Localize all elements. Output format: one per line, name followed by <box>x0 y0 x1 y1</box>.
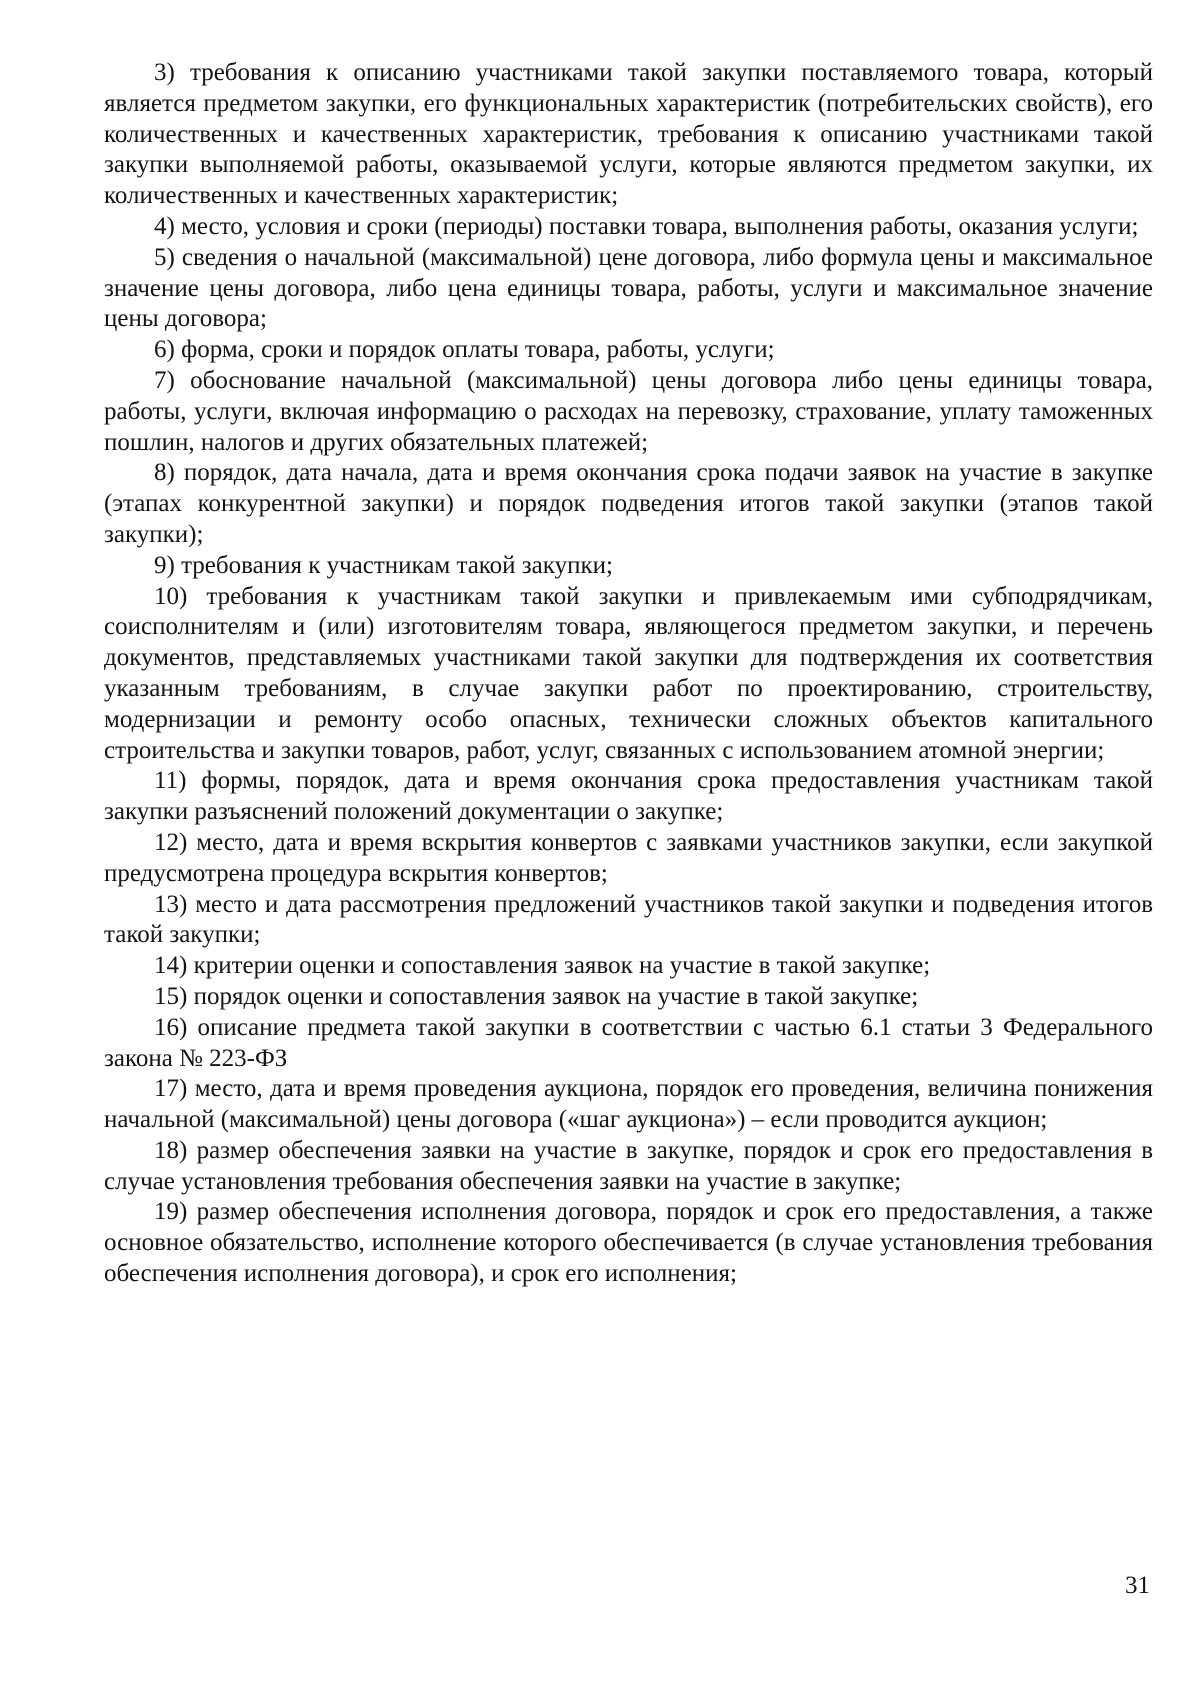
list-item-9: 9) требования к участникам такой закупки; <box>154 551 613 579</box>
list-item-15: 15) порядок оценки и сопоставления заявок на участие в такой закупке; <box>154 982 919 1010</box>
list-item-19: 19) размер обеспечения исполнения договора, порядок и срок его предоставления, а также основное обязательство, исполнение которого обеспечивается (в случае установления требования обеспечения исполнения договора), и срок его исполнения; <box>104 1198 1153 1288</box>
list-item-3: 3) требования к описанию участниками такой закупки поставляемого товара, который является предметом закупки, его функциональных характеристик (потребительских свойств), его количественных и качественных характеристик, требования к описанию участниками такой закупки выполняемой работы, оказываемой услуги, которые являются предметом закупки, их количественных и качественных характеристик; <box>104 59 1153 210</box>
list-item-5: 5) сведения о начальной (максимальной) цене договора, либо формула цены и максимальное значение цены договора, либо цена единицы товара, работы, услуги и максимальное значение цены договора; <box>104 243 1153 333</box>
page-number: 31 <box>1125 1572 1150 1599</box>
list-item-16: 16) описание предмета такой закупки в соответствии с частью 6.1 статьи 3 Федерального закона № 223-ФЗ <box>104 1013 1153 1072</box>
list-item-6: 6) форма, сроки и порядок оплаты товара, работы, услуги; <box>154 336 775 364</box>
list-item-14: 14) критерии оценки и сопоставления заявок на участие в такой закупке; <box>154 952 931 980</box>
document-body <box>104 58 1153 1290</box>
list-item-10: 10) требования к участникам такой закупки и привлекаемым ими субподрядчикам, соисполнителям и (или) изготовителям товара, являющегося предметом закупки, и перечень документов, представляемых участниками такой закупки для подтверждения их соответствия указанным требованиям, в случае закупки работ по проектированию, строительству, модернизации и ремонту особо опасных, технически сложных объектов капитального строительства и закупки товаров, работ, услуг, связанных с использованием атомной энергии; <box>104 582 1153 764</box>
list-item-7: 7) обоснование начальной (максимальной) цены договора либо цены единицы товара, работы, услуги, включая информацию о расходах на перевозку, страхование, уплату таможенных пошлин, налогов и других обязательных платежей; <box>104 366 1153 456</box>
list-item-17: 17) место, дата и время проведения аукциона, порядок его проведения, величина понижения начальной (максимальной) цены договора («шаг аукциона») – если проводится аукцион; <box>104 1075 1153 1134</box>
list-item-4: 4) место, условия и сроки (периоды) поставки товара, выполнения работы, оказания услуги; <box>154 212 1139 240</box>
list-item-18: 18) размер обеспечения заявки на участие в закупке, порядок и срок его предоставления в случае установления требования обеспечения заявки на участие в закупке; <box>104 1136 1153 1195</box>
list-item-13: 13) место и дата рассмотрения предложений участников такой закупки и подведения итогов такой закупки; <box>104 890 1153 949</box>
list-item-8: 8) порядок, дата начала, дата и время окончания срока подачи заявок на участие в закупке (этапах конкурентной закупки) и порядок подведения итогов такой закупки (этапов такой закупки); <box>104 459 1153 548</box>
list-item-12: 12) место, дата и время вскрытия конвертов с заявками участников закупки, если закупкой предусмотрена процедура вскрытия конвертов; <box>104 828 1153 887</box>
list-item-11: 11) формы, порядок, дата и время окончания срока предоставления участникам такой закупки разъяснений положений документации о закупке; <box>104 767 1153 826</box>
